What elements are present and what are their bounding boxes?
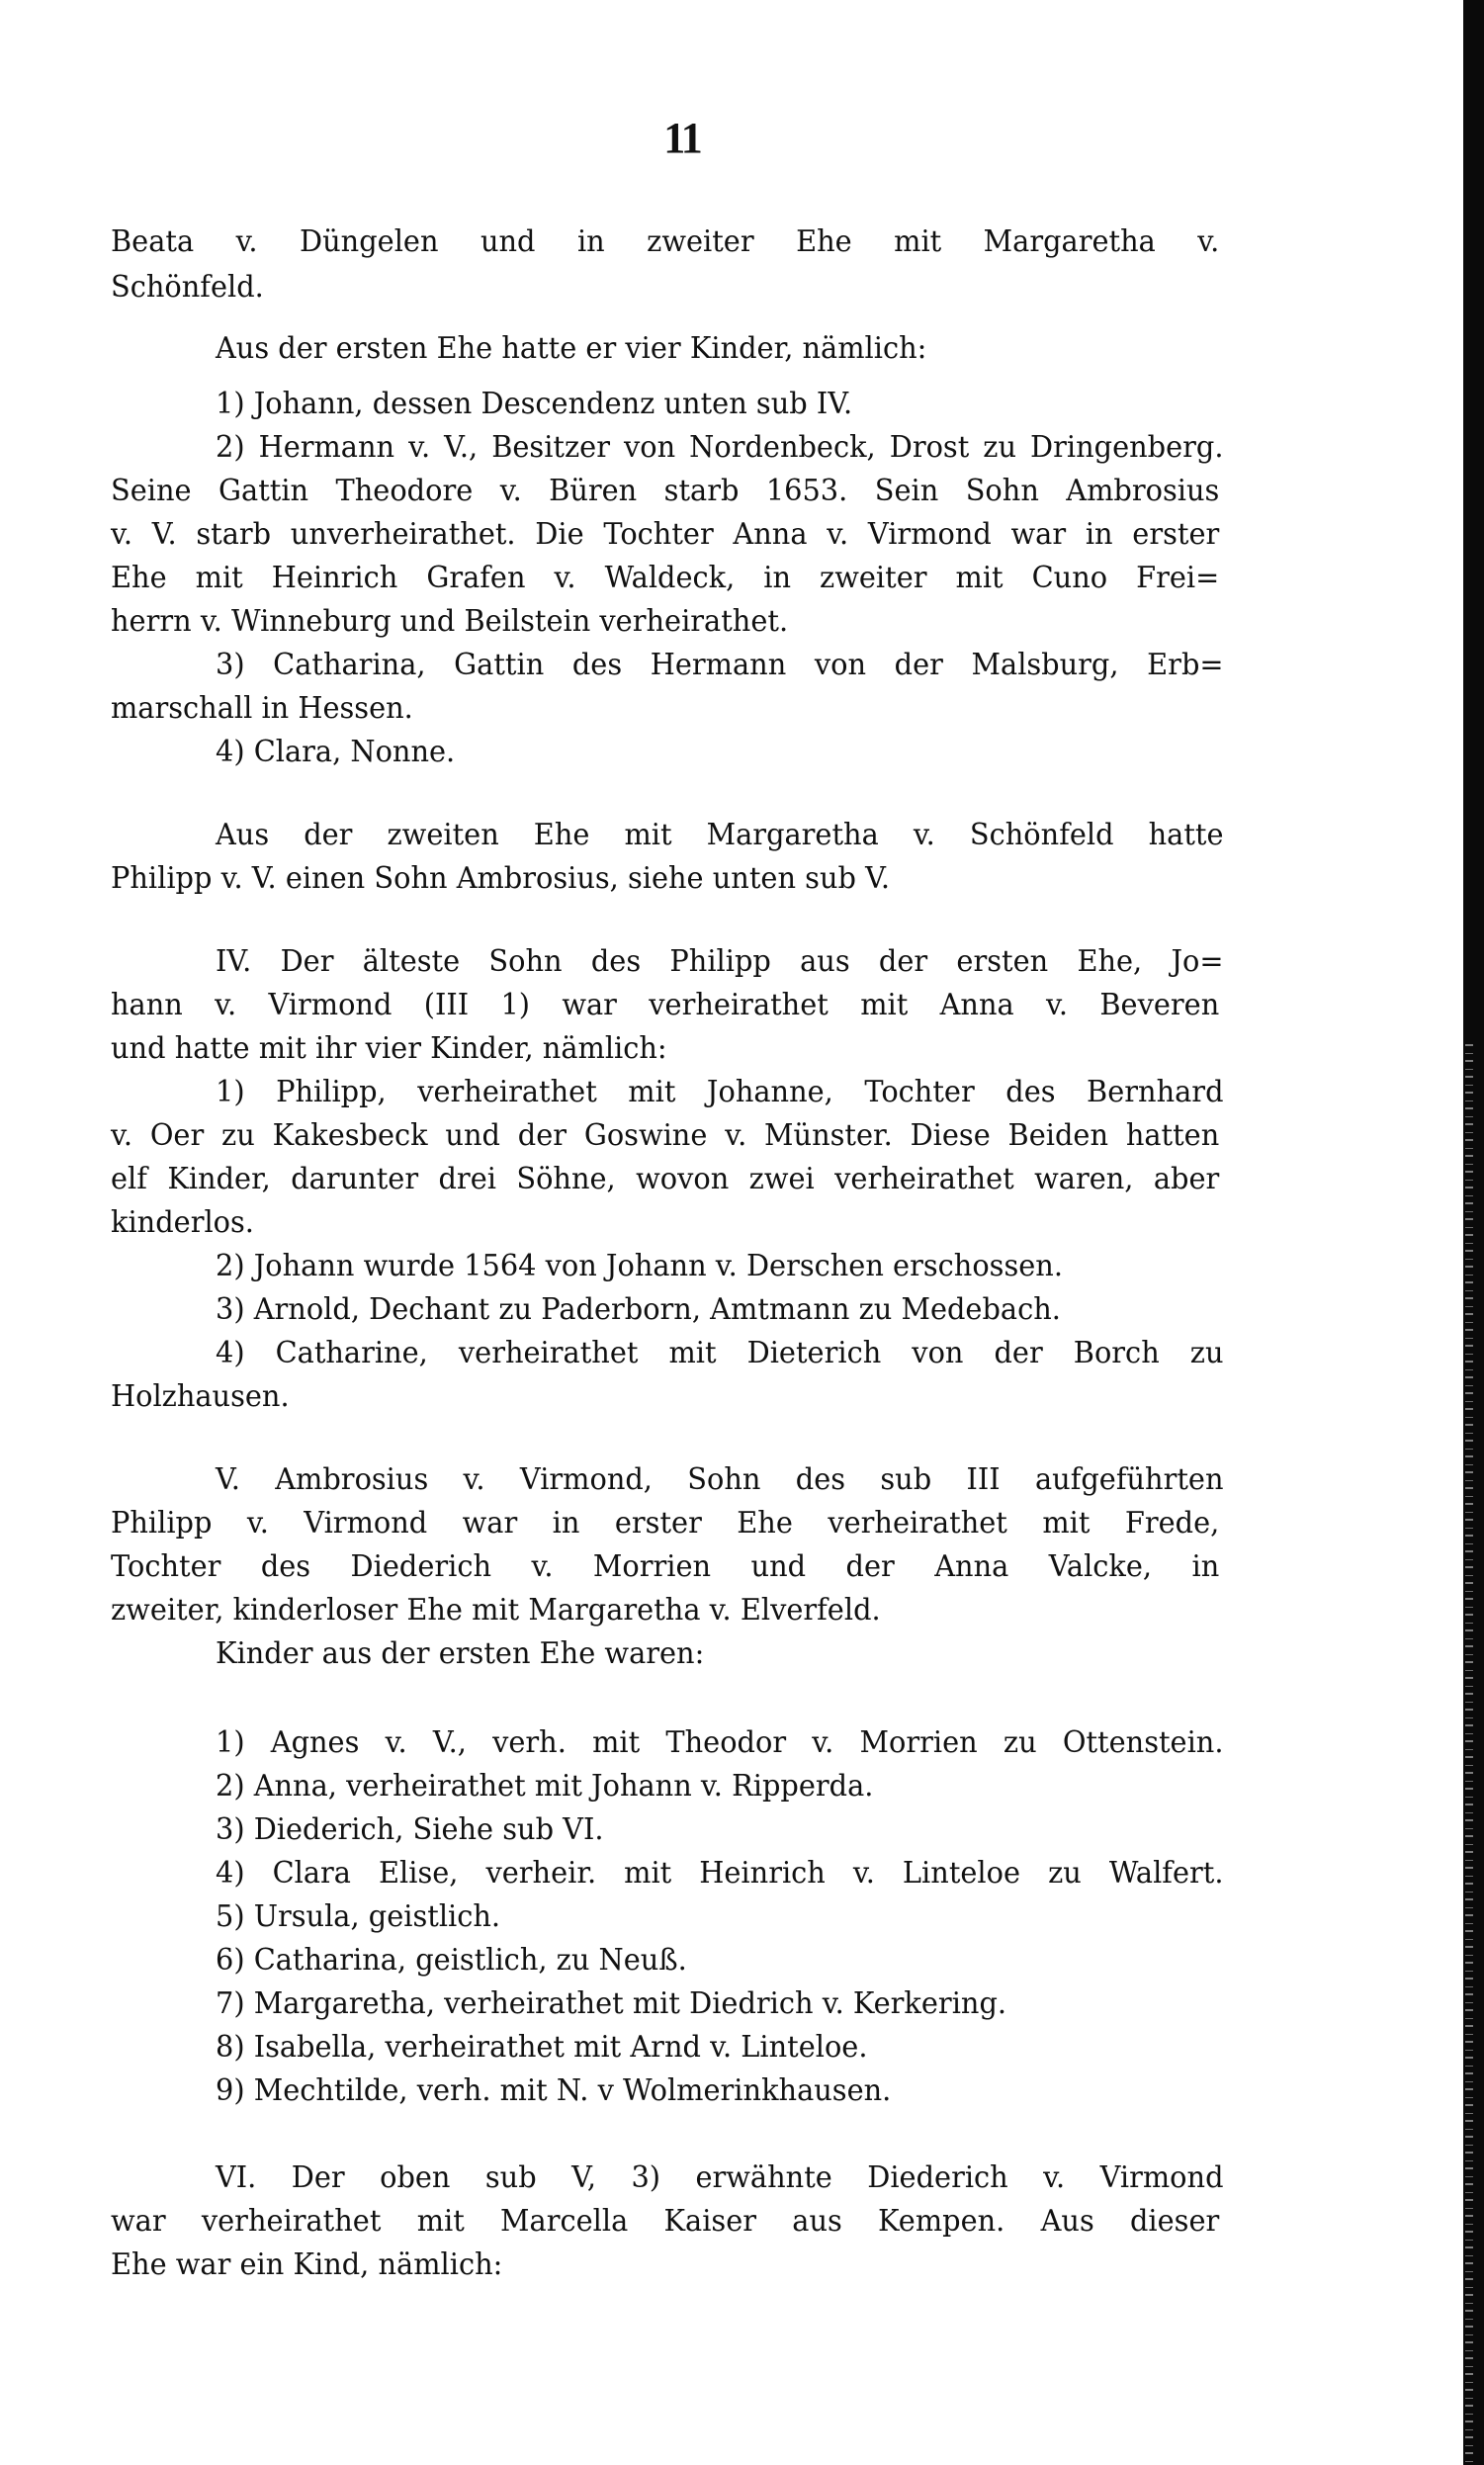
text-line: und hatte mit ihr vier Kinder, nämlich: [111,1031,667,1066]
text-line: hann v. Virmond (III 1) war verheirathet mit Anna v. Beveren [111,988,1220,1022]
text-line: elf Kinder, darunter drei Söhne, wovon zwei verheirathet waren, aber [111,1162,1220,1196]
text-line: 5) Ursula, geistlich. [216,1899,501,1934]
text-line: herrn v. Winneburg und Beilstein verheirathet. [111,604,789,639]
text-line: kinderlos. [111,1205,254,1240]
text-line: 9) Mechtilde, verh. mit N. v Wolmerinkhausen. [216,2073,892,2108]
text-line: VI. Der oben sub V, 3) erwähnte Diederich v. Virmond [216,2160,1224,2195]
text-line: Philipp v. V. einen Sohn Ambrosius, siehe unten sub V. [111,861,891,896]
text-line: Beata v. Düngelen und in zweiter Ehe mit Margaretha v. [111,224,1220,259]
page-number: 11 [663,114,701,162]
text-line: v. V. starb unverheirathet. Die Tochter Anna v. Virmond war in erster [111,517,1220,552]
text-line: zweiter, kinderloser Ehe mit Margaretha v. Elverfeld. [111,1593,881,1628]
text-line: 4) Catharine, verheirathet mit Dieterich von der Borch zu [216,1336,1224,1370]
text-line: 1) Philipp, verheirathet mit Johanne, Tochter des Bernhard [216,1075,1224,1109]
scan-edge-border [1463,0,1484,2465]
text-line: 3) Catharina, Gattin des Hermann von der Malsburg, Erb= [216,648,1224,682]
text-line: IV. Der älteste Sohn des Philipp aus der ersten Ehe, Jo= [216,944,1224,979]
text-line: 3) Diederich, Siehe sub VI. [216,1812,604,1847]
text-line: Kinder aus der ersten Ehe waren: [216,1636,705,1671]
text-line: Philipp v. Virmond war in erster Ehe verheirathet mit Frede, [111,1506,1220,1541]
text-line: Tochter des Diederich v. Morrien und der Anna Valcke, in [111,1549,1220,1584]
text-line: 3) Arnold, Dechant zu Paderborn, Amtmann zu Medebach. [216,1292,1061,1327]
text-line: 4) Clara Elise, verheir. mit Heinrich v. Linteloe zu Walfert. [216,1856,1224,1891]
text-line: 2) Hermann v. V., Besitzer von Nordenbeck, Drost zu Dringenberg. [216,430,1224,465]
text-line: Aus der ersten Ehe hatte er vier Kinder, nämlich: [216,331,927,366]
text-line: Schönfeld. [111,270,264,305]
text-line: v. Oer zu Kakesbeck und der Goswine v. Münster. Diese Beiden hatten [111,1118,1220,1153]
text-line: Ehe war ein Kind, nämlich: [111,2247,503,2282]
text-line: 1) Johann, dessen Descendenz unten sub IV. [216,387,853,421]
text-line: 7) Margaretha, verheirathet mit Diedrich v. Kerkering. [216,1986,1007,2021]
text-line: 6) Catharina, geistlich, zu Neuß. [216,1943,687,1978]
text-line: Holzhausen. [111,1379,290,1414]
text-line: 1) Agnes v. V., verh. mit Theodor v. Morrien zu Ottenstein. [216,1725,1224,1760]
scan-edge-noise [1465,1038,1473,2465]
text-line: war verheirathet mit Marcella Kaiser aus Kempen. Aus dieser [111,2204,1220,2239]
text-line: 2) Johann wurde 1564 von Johann v. Derschen erschossen. [216,1249,1063,1283]
text-line: Ehe mit Heinrich Grafen v. Waldeck, in zweiter mit Cuno Frei= [111,561,1220,595]
text-line: marschall in Hessen. [111,691,413,726]
text-line: 8) Isabella, verheirathet mit Arnd v. Linteloe. [216,2030,868,2065]
text-line: 4) Clara, Nonne. [216,735,456,769]
text-line: Seine Gattin Theodore v. Büren starb 1653. Sein Sohn Ambrosius [111,474,1220,508]
text-line: 2) Anna, verheirathet mit Johann v. Ripperda. [216,1769,874,1804]
text-line: V. Ambrosius v. Virmond, Sohn des sub III aufgeführten [216,1462,1224,1497]
text-line: Aus der zweiten Ehe mit Margaretha v. Schönfeld hatte [216,818,1224,852]
